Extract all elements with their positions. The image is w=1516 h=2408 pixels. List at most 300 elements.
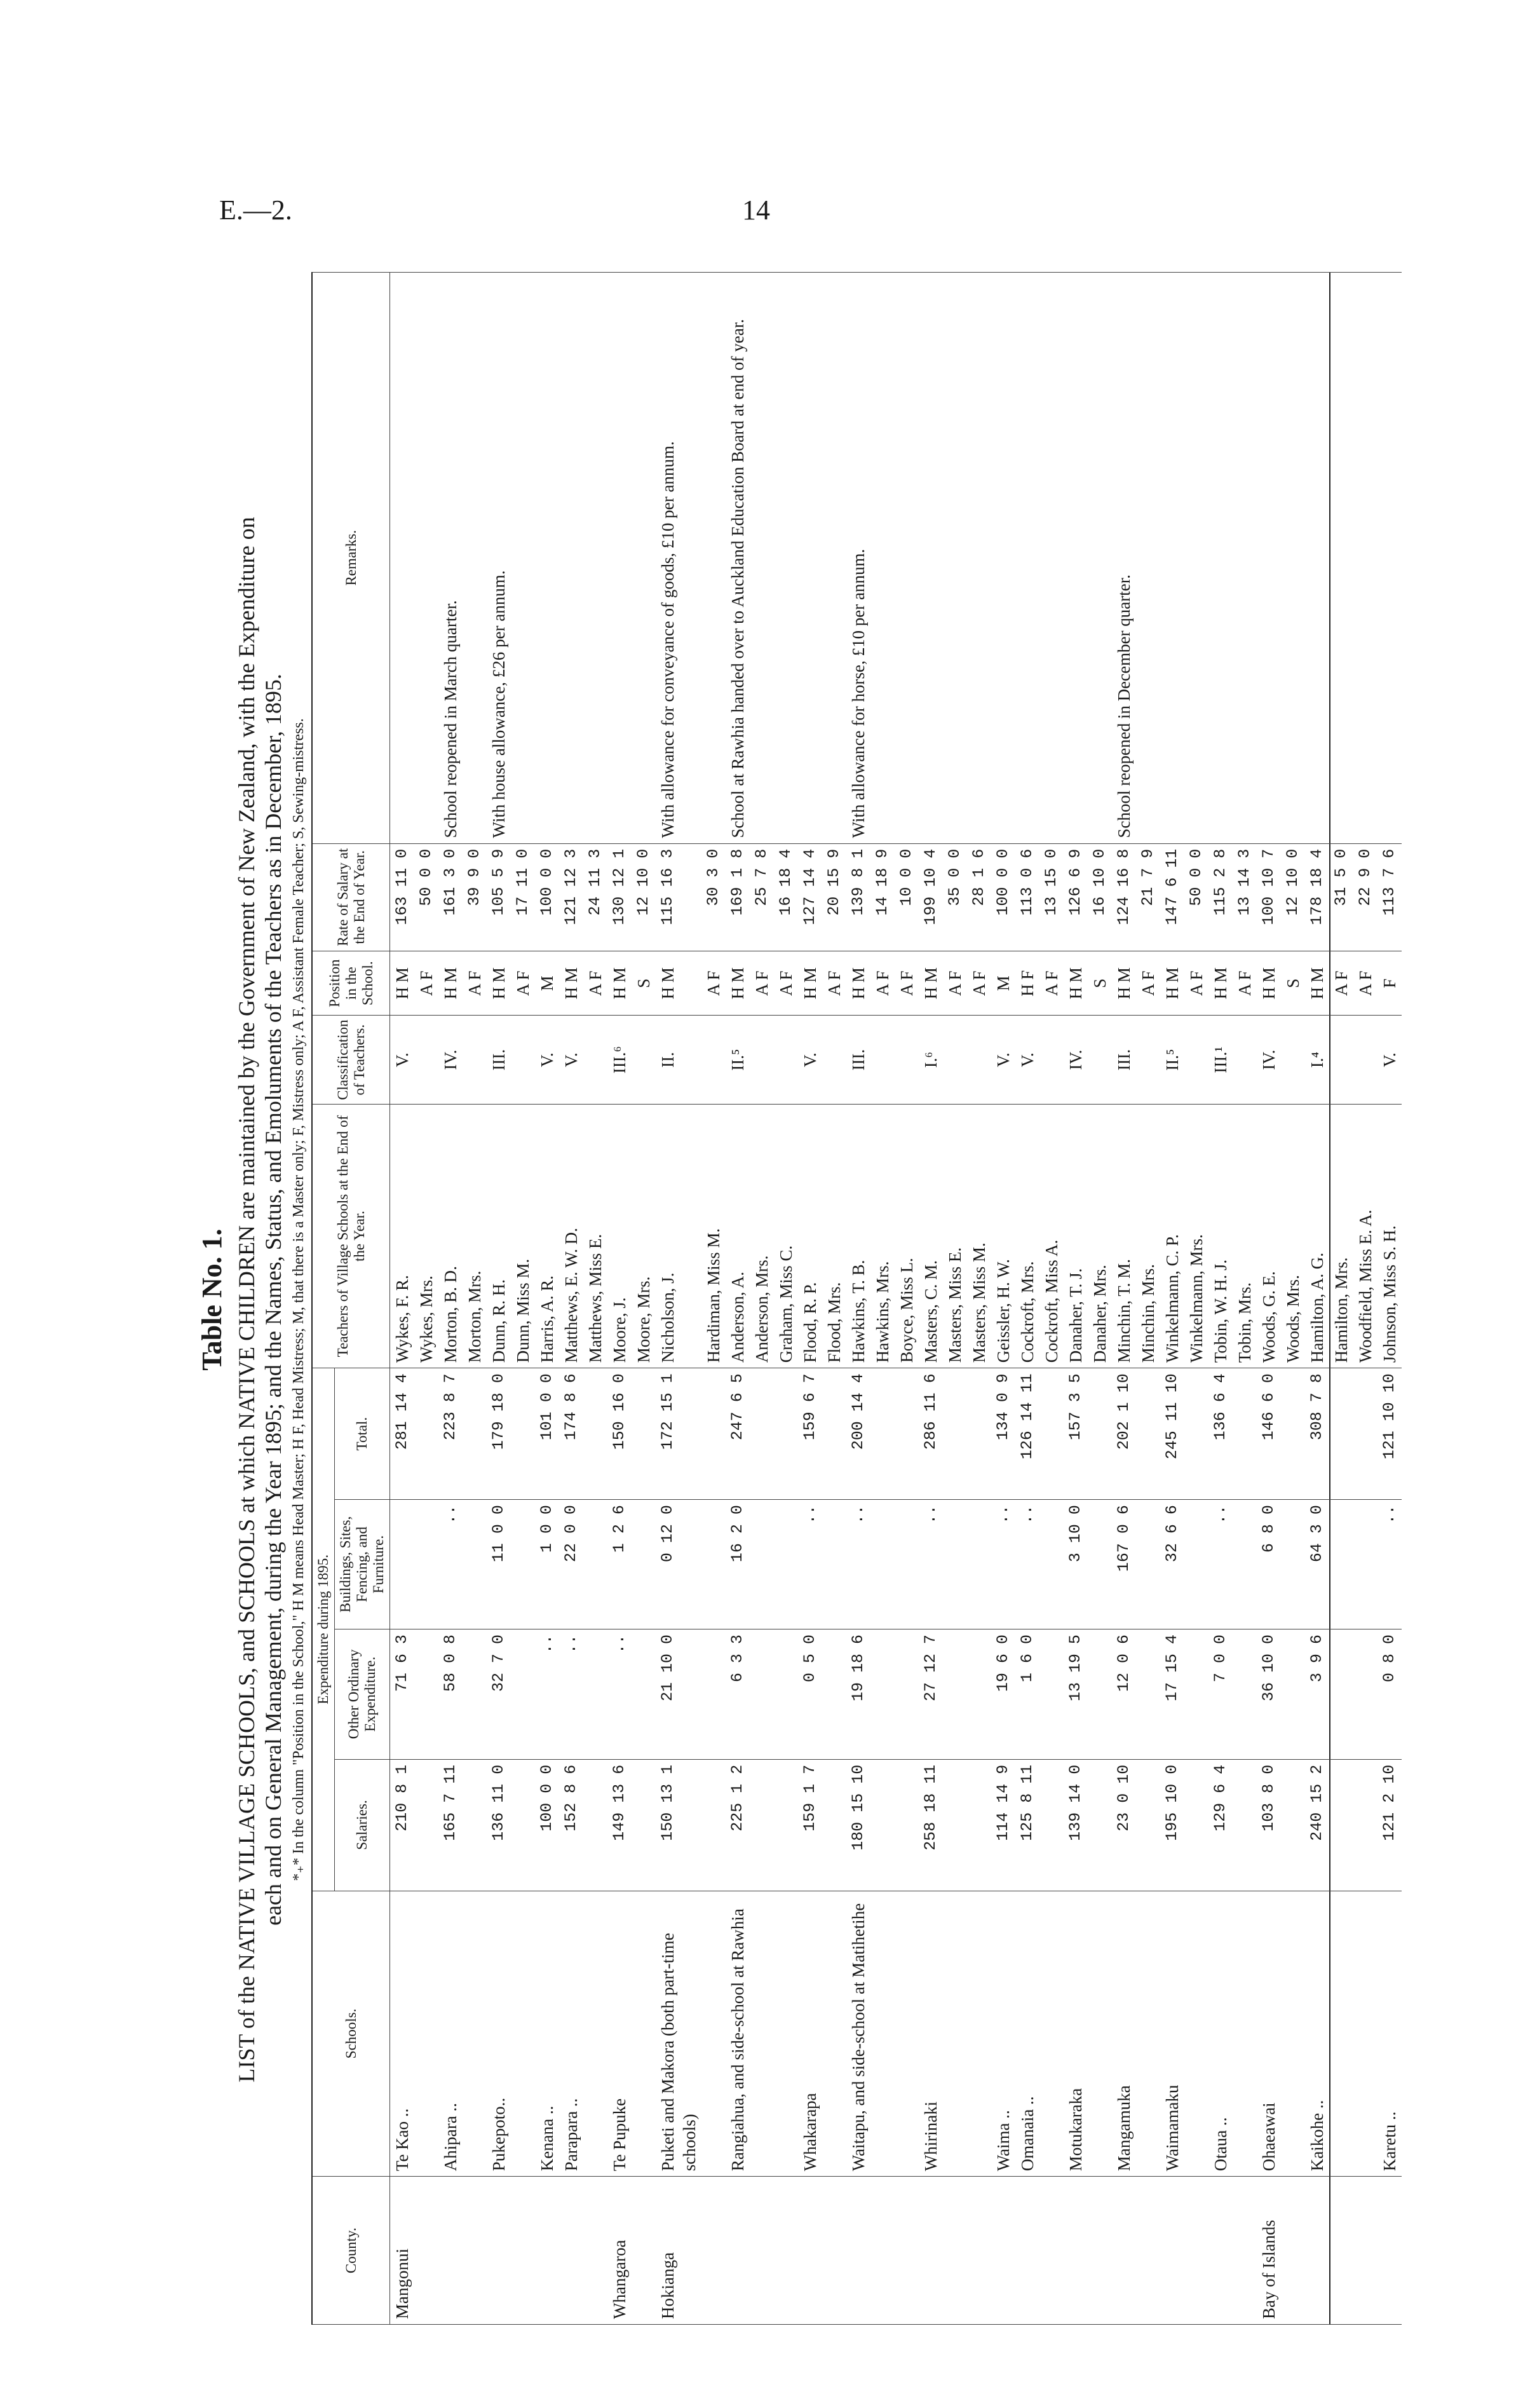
page-number: 14 bbox=[742, 194, 770, 226]
county-cell bbox=[463, 2177, 487, 2325]
school-cell bbox=[414, 1891, 438, 2177]
remarks-cell bbox=[1329, 273, 1353, 844]
teacher-cell: Morton, B. D. bbox=[438, 1104, 463, 1368]
position-cell: A F bbox=[895, 951, 919, 1016]
classification-cell: III.⁶ bbox=[607, 1016, 632, 1104]
other-expenditure-cell bbox=[701, 1629, 726, 1759]
other-expenditure-cell bbox=[1039, 1629, 1064, 1759]
teacher-cell: Woods, G. E. bbox=[1257, 1104, 1281, 1368]
salaries-cell bbox=[701, 1759, 726, 1891]
col-position: Position in the School. bbox=[313, 951, 390, 1016]
position-cell: A F bbox=[822, 951, 846, 1016]
school-cell: Rangiahua, and side-school at Rawhia bbox=[726, 1891, 750, 2177]
table-row bbox=[1039, 273, 1064, 2325]
buildings-cell bbox=[1039, 1500, 1064, 1629]
county-cell bbox=[1233, 2177, 1257, 2325]
teacher-cell: Geissler, H. W. bbox=[991, 1104, 1015, 1368]
salaries-cell bbox=[463, 1759, 487, 1891]
position-cell: H F bbox=[1015, 951, 1039, 1016]
other-expenditure-cell bbox=[967, 1629, 991, 1759]
classification-cell: V. bbox=[535, 1016, 559, 1104]
table-row bbox=[774, 273, 798, 2325]
teacher-cell: Hawkins, T. B. bbox=[846, 1104, 870, 1368]
total-cell: 286 11 6 bbox=[919, 1368, 943, 1500]
county-cell: Bay of Islands bbox=[1257, 2177, 1281, 2325]
rate-cell: 127 14 4 bbox=[798, 843, 822, 951]
school-cell bbox=[774, 1891, 798, 2177]
other-expenditure-cell: 12 0 6 bbox=[1112, 1629, 1136, 1759]
teacher-cell: Hamilton, Mrs. bbox=[1329, 1104, 1353, 1368]
total-cell bbox=[870, 1368, 895, 1500]
position-abbreviation-note: *₊* In the column "Position in the School," H M means Head Master; H F, Head Mistress; M, that there is a Master only; F, Mistress only; A F, Assistant Female Teacher; S, Sewing-mistress. bbox=[290, 718, 307, 1881]
buildings-cell bbox=[1233, 1500, 1257, 1629]
total-cell bbox=[1136, 1368, 1160, 1500]
rate-cell: 178 18 4 bbox=[1305, 843, 1329, 951]
table-body bbox=[390, 273, 1402, 2325]
county-cell bbox=[1039, 2177, 1064, 2325]
position-cell: H M bbox=[438, 951, 463, 1016]
salaries-cell bbox=[750, 1759, 774, 1891]
salaries-cell: 240 15 2 bbox=[1305, 1759, 1329, 1891]
school-cell: Otaua .. bbox=[1208, 1891, 1233, 2177]
position-cell: M bbox=[535, 951, 559, 1016]
other-expenditure-cell bbox=[632, 1629, 656, 1759]
teacher-cell: Winkelmann, C. P. bbox=[1160, 1104, 1184, 1368]
position-cell: S bbox=[1281, 951, 1305, 1016]
col-buildings: Buildings, Sites, Fencing, and Furniture. bbox=[335, 1500, 390, 1629]
remarks-cell bbox=[1136, 273, 1160, 844]
buildings-cell: .. bbox=[1208, 1500, 1233, 1629]
county-cell bbox=[943, 2177, 967, 2325]
buildings-cell: 22 0 0 bbox=[559, 1500, 583, 1629]
county-cell bbox=[798, 2177, 822, 2325]
other-expenditure-cell bbox=[1233, 1629, 1257, 1759]
position-cell: H M bbox=[559, 951, 583, 1016]
table-row bbox=[463, 273, 487, 2325]
other-expenditure-cell: 58 0 8 bbox=[438, 1629, 463, 1759]
classification-cell bbox=[967, 1016, 991, 1104]
total-cell: 150 16 0 bbox=[607, 1368, 632, 1500]
teacher-cell: Hardiman, Miss M. bbox=[701, 1104, 726, 1368]
classification-cell bbox=[414, 1016, 438, 1104]
county-cell bbox=[487, 2177, 511, 2325]
col-teachers: Teachers of Village Schools at the End of the Year. bbox=[313, 1104, 390, 1368]
other-expenditure-cell: .. bbox=[535, 1629, 559, 1759]
county-cell bbox=[991, 2177, 1015, 2325]
classification-cell bbox=[1039, 1016, 1064, 1104]
total-cell bbox=[701, 1368, 726, 1500]
buildings-cell bbox=[822, 1500, 846, 1629]
county-cell bbox=[535, 2177, 559, 2325]
remarks-cell bbox=[559, 273, 583, 844]
teacher-cell: Wykes, F. R. bbox=[390, 1104, 415, 1368]
other-expenditure-cell bbox=[1281, 1629, 1305, 1759]
county-cell bbox=[919, 2177, 943, 2325]
county-cell bbox=[701, 2177, 726, 2325]
col-county: County. bbox=[313, 2177, 390, 2325]
position-cell: H M bbox=[656, 951, 701, 1016]
school-cell: Pukepoto.. bbox=[487, 1891, 511, 2177]
position-cell: A F bbox=[1353, 951, 1377, 1016]
county-cell bbox=[414, 2177, 438, 2325]
remarks-cell bbox=[1233, 273, 1257, 844]
other-expenditure-cell bbox=[414, 1629, 438, 1759]
total-cell: 101 0 0 bbox=[535, 1368, 559, 1500]
buildings-cell bbox=[583, 1500, 607, 1629]
total-cell bbox=[1329, 1368, 1353, 1500]
salaries-cell: 225 1 2 bbox=[726, 1759, 750, 1891]
table-row bbox=[511, 273, 535, 2325]
remarks-cell bbox=[535, 273, 559, 844]
position-cell: S bbox=[632, 951, 656, 1016]
table-row bbox=[1329, 273, 1353, 2325]
salaries-cell: 103 8 0 bbox=[1257, 1759, 1281, 1891]
remarks-cell bbox=[583, 273, 607, 844]
school-cell bbox=[1136, 1891, 1160, 2177]
table-row bbox=[414, 273, 438, 2325]
position-cell: A F bbox=[511, 951, 535, 1016]
teacher-cell: Hawkins, Mrs. bbox=[870, 1104, 895, 1368]
buildings-cell bbox=[463, 1500, 487, 1629]
classification-cell: III. bbox=[846, 1016, 870, 1104]
other-expenditure-cell bbox=[895, 1629, 919, 1759]
other-expenditure-cell: 0 8 0 bbox=[1377, 1629, 1402, 1759]
table-row bbox=[991, 273, 1015, 2325]
buildings-cell bbox=[967, 1500, 991, 1629]
classification-cell bbox=[1088, 1016, 1112, 1104]
remarks-cell: With allowance for conveyance of goods, £10 per annum. bbox=[656, 273, 701, 844]
total-cell: 157 3 5 bbox=[1064, 1368, 1088, 1500]
salaries-cell: 114 14 9 bbox=[991, 1759, 1015, 1891]
rate-cell: 13 15 0 bbox=[1039, 843, 1064, 951]
school-cell: Kenana .. bbox=[535, 1891, 559, 2177]
table-row bbox=[1353, 273, 1377, 2325]
total-cell bbox=[583, 1368, 607, 1500]
teacher-cell: Dunn, Miss M. bbox=[511, 1104, 535, 1368]
table-row bbox=[607, 273, 632, 2325]
county-cell bbox=[1112, 2177, 1136, 2325]
county-cell bbox=[1184, 2177, 1208, 2325]
county-cell bbox=[1064, 2177, 1088, 2325]
total-cell bbox=[895, 1368, 919, 1500]
remarks-cell: School at Rawhia handed over to Auckland Education Board at end of year. bbox=[726, 273, 750, 844]
rate-cell: 161 3 0 bbox=[438, 843, 463, 951]
county-cell: Whangaroa bbox=[607, 2177, 632, 2325]
total-cell: 308 7 8 bbox=[1305, 1368, 1329, 1500]
salaries-cell bbox=[414, 1759, 438, 1891]
position-cell: H M bbox=[1208, 951, 1233, 1016]
classification-cell: III.¹ bbox=[1208, 1016, 1233, 1104]
total-cell: 146 6 0 bbox=[1257, 1368, 1281, 1500]
school-cell bbox=[1353, 1891, 1377, 2177]
buildings-cell bbox=[1353, 1500, 1377, 1629]
position-cell: H M bbox=[846, 951, 870, 1016]
salaries-cell bbox=[1184, 1759, 1208, 1891]
county-cell bbox=[1136, 2177, 1160, 2325]
salaries-cell bbox=[870, 1759, 895, 1891]
school-cell: Ahipara .. bbox=[438, 1891, 463, 2177]
school-cell: Waima .. bbox=[991, 1891, 1015, 2177]
buildings-cell: .. bbox=[919, 1500, 943, 1629]
other-expenditure-cell bbox=[822, 1629, 846, 1759]
salaries-cell: 195 10 0 bbox=[1160, 1759, 1184, 1891]
buildings-cell: .. bbox=[1377, 1500, 1402, 1629]
school-cell bbox=[701, 1891, 726, 2177]
total-cell: 223 8 7 bbox=[438, 1368, 463, 1500]
school-cell: Te Pupuke bbox=[607, 1891, 632, 2177]
school-cell bbox=[822, 1891, 846, 2177]
position-cell: A F bbox=[1329, 951, 1353, 1016]
county-cell bbox=[895, 2177, 919, 2325]
teacher-cell: Masters, C. M. bbox=[919, 1104, 943, 1368]
table-row bbox=[967, 273, 991, 2325]
other-expenditure-cell: 21 10 0 bbox=[656, 1629, 701, 1759]
teacher-cell: Hamilton, A. G. bbox=[1305, 1104, 1329, 1368]
salaries-cell: 258 18 11 bbox=[919, 1759, 943, 1891]
position-cell: S bbox=[1088, 951, 1112, 1016]
table-row bbox=[559, 273, 583, 2325]
other-expenditure-cell: 6 3 3 bbox=[726, 1629, 750, 1759]
table-row bbox=[1064, 273, 1088, 2325]
table-row bbox=[1233, 273, 1257, 2325]
salaries-cell bbox=[632, 1759, 656, 1891]
classification-cell: V. bbox=[559, 1016, 583, 1104]
rate-cell: 115 2 8 bbox=[1208, 843, 1233, 951]
remarks-cell: School reopened in December quarter. bbox=[1112, 273, 1136, 844]
teacher-cell: Dunn, R. H. bbox=[487, 1104, 511, 1368]
school-cell: Mangamuka bbox=[1112, 1891, 1136, 2177]
total-cell: 202 1 10 bbox=[1112, 1368, 1136, 1500]
buildings-cell: .. bbox=[991, 1500, 1015, 1629]
salaries-cell bbox=[943, 1759, 967, 1891]
salaries-cell bbox=[1088, 1759, 1112, 1891]
classification-cell: I.⁴ bbox=[1305, 1016, 1329, 1104]
other-expenditure-cell: 7 0 0 bbox=[1208, 1629, 1233, 1759]
county-cell bbox=[1377, 2177, 1402, 2325]
buildings-cell bbox=[1088, 1500, 1112, 1629]
classification-cell bbox=[463, 1016, 487, 1104]
salaries-cell bbox=[1281, 1759, 1305, 1891]
remarks-cell bbox=[632, 273, 656, 844]
buildings-cell: 1 0 0 bbox=[535, 1500, 559, 1629]
classification-cell bbox=[1353, 1016, 1377, 1104]
other-expenditure-cell bbox=[1353, 1629, 1377, 1759]
classification-cell bbox=[511, 1016, 535, 1104]
school-cell: Omanaia .. bbox=[1015, 1891, 1039, 2177]
remarks-cell bbox=[390, 273, 415, 844]
remarks-cell bbox=[701, 273, 726, 844]
classification-cell: V. bbox=[991, 1016, 1015, 1104]
table-row bbox=[798, 273, 822, 2325]
school-cell: Ohaeawai bbox=[1257, 1891, 1281, 2177]
table-row bbox=[390, 273, 415, 2325]
teacher-cell: Matthews, Miss E. bbox=[583, 1104, 607, 1368]
col-other-expenditure: Other Ordinary Expenditure. bbox=[335, 1629, 390, 1759]
buildings-cell bbox=[632, 1500, 656, 1629]
other-expenditure-cell: 19 6 0 bbox=[991, 1629, 1015, 1759]
buildings-cell bbox=[1136, 1500, 1160, 1629]
classification-cell: IV. bbox=[438, 1016, 463, 1104]
table-row bbox=[750, 273, 774, 2325]
other-expenditure-cell: .. bbox=[607, 1629, 632, 1759]
school-cell bbox=[1329, 1891, 1353, 2177]
classification-cell: III. bbox=[487, 1016, 511, 1104]
rate-cell: 13 14 3 bbox=[1233, 843, 1257, 951]
school-cell: Waimamaku bbox=[1160, 1891, 1184, 2177]
buildings-cell bbox=[414, 1500, 438, 1629]
other-expenditure-cell: 36 10 0 bbox=[1257, 1629, 1281, 1759]
rate-cell: 115 16 3 bbox=[656, 843, 701, 951]
other-expenditure-cell bbox=[1184, 1629, 1208, 1759]
county-cell bbox=[1160, 2177, 1184, 2325]
table-row bbox=[1377, 273, 1402, 2325]
remarks-cell: School reopened in March quarter. bbox=[438, 273, 463, 844]
total-cell bbox=[750, 1368, 774, 1500]
position-cell: H M bbox=[1112, 951, 1136, 1016]
county-cell bbox=[583, 2177, 607, 2325]
teacher-cell: Boyce, Miss L. bbox=[895, 1104, 919, 1368]
total-cell bbox=[511, 1368, 535, 1500]
position-cell: A F bbox=[1233, 951, 1257, 1016]
county-cell bbox=[1015, 2177, 1039, 2325]
salaries-cell: 129 6 4 bbox=[1208, 1759, 1233, 1891]
rate-cell: 100 0 0 bbox=[535, 843, 559, 951]
salaries-cell: 152 8 6 bbox=[559, 1759, 583, 1891]
buildings-cell: .. bbox=[438, 1500, 463, 1629]
buildings-cell: 32 6 6 bbox=[1160, 1500, 1184, 1629]
remarks-cell bbox=[774, 273, 798, 844]
salaries-cell bbox=[822, 1759, 846, 1891]
rate-cell: 10 0 0 bbox=[895, 843, 919, 951]
table-row bbox=[701, 273, 726, 2325]
remarks-cell bbox=[750, 273, 774, 844]
teacher-cell: Tobin, Mrs. bbox=[1233, 1104, 1257, 1368]
salaries-cell bbox=[895, 1759, 919, 1891]
buildings-cell bbox=[390, 1500, 415, 1629]
classification-cell: V. bbox=[1015, 1016, 1039, 1104]
salaries-cell: 149 13 6 bbox=[607, 1759, 632, 1891]
remarks-cell bbox=[607, 273, 632, 844]
rate-cell: 20 15 9 bbox=[822, 843, 846, 951]
total-cell: 174 8 6 bbox=[559, 1368, 583, 1500]
table-row bbox=[632, 273, 656, 2325]
teacher-cell: Minchin, T. M. bbox=[1112, 1104, 1136, 1368]
school-cell: Kaikohe .. bbox=[1305, 1891, 1329, 2177]
buildings-cell: 0 12 0 bbox=[656, 1500, 701, 1629]
classification-cell: IV. bbox=[1064, 1016, 1088, 1104]
rate-cell: 24 11 3 bbox=[583, 843, 607, 951]
salaries-cell: 180 15 10 bbox=[846, 1759, 870, 1891]
school-cell bbox=[583, 1891, 607, 2177]
position-cell: H M bbox=[726, 951, 750, 1016]
total-cell: 245 11 10 bbox=[1160, 1368, 1184, 1500]
classification-cell bbox=[632, 1016, 656, 1104]
school-cell bbox=[1281, 1891, 1305, 2177]
total-cell: 200 14 4 bbox=[846, 1368, 870, 1500]
table-row bbox=[919, 273, 943, 2325]
other-expenditure-cell: 13 19 5 bbox=[1064, 1629, 1088, 1759]
rate-cell: 126 6 9 bbox=[1064, 843, 1088, 951]
salaries-cell: 165 7 11 bbox=[438, 1759, 463, 1891]
teacher-cell: Nicholson, J. bbox=[656, 1104, 701, 1368]
classification-cell: V. bbox=[390, 1016, 415, 1104]
remarks-cell bbox=[991, 273, 1015, 844]
county-cell bbox=[559, 2177, 583, 2325]
teacher-cell: Flood, R. P. bbox=[798, 1104, 822, 1368]
county-cell: Mangonui bbox=[390, 2177, 415, 2325]
col-remarks: Remarks. bbox=[313, 273, 390, 844]
classification-cell: IV. bbox=[1257, 1016, 1281, 1104]
buildings-cell: 11 0 0 bbox=[487, 1500, 511, 1629]
total-cell bbox=[774, 1368, 798, 1500]
other-expenditure-cell bbox=[774, 1629, 798, 1759]
classification-cell bbox=[895, 1016, 919, 1104]
remarks-cell bbox=[895, 273, 919, 844]
teacher-cell: Danaher, T. J. bbox=[1064, 1104, 1088, 1368]
salaries-cell: 125 8 11 bbox=[1015, 1759, 1039, 1891]
rate-cell: 50 0 0 bbox=[414, 843, 438, 951]
classification-cell bbox=[1281, 1016, 1305, 1104]
buildings-cell bbox=[774, 1500, 798, 1629]
school-cell bbox=[895, 1891, 919, 2177]
table-row bbox=[870, 273, 895, 2325]
teacher-cell: Matthews, E. W. D. bbox=[559, 1104, 583, 1368]
teacher-cell: Cockroft, Mrs. bbox=[1015, 1104, 1039, 1368]
rate-cell: 17 11 0 bbox=[511, 843, 535, 951]
rate-cell: 105 5 9 bbox=[487, 843, 511, 951]
school-cell: Karetu .. bbox=[1377, 1891, 1402, 2177]
classification-cell bbox=[701, 1016, 726, 1104]
table-row bbox=[822, 273, 846, 2325]
position-cell: F bbox=[1377, 951, 1402, 1016]
col-expenditure-group: Expenditure during 1895. bbox=[313, 1368, 335, 1891]
position-cell: H M bbox=[487, 951, 511, 1016]
classification-cell bbox=[1233, 1016, 1257, 1104]
table-title: Table No. 1. bbox=[196, 1228, 227, 1371]
salaries-cell bbox=[1329, 1759, 1353, 1891]
rate-cell: 30 3 0 bbox=[701, 843, 726, 951]
salaries-cell: 159 1 7 bbox=[798, 1759, 822, 1891]
classification-cell bbox=[1184, 1016, 1208, 1104]
other-expenditure-cell: 0 5 0 bbox=[798, 1629, 822, 1759]
county-cell bbox=[1305, 2177, 1329, 2325]
teacher-cell: Masters, Miss E. bbox=[943, 1104, 967, 1368]
total-cell: 126 14 11 bbox=[1015, 1368, 1039, 1500]
rate-cell: 199 10 4 bbox=[919, 843, 943, 951]
teacher-cell: Graham, Miss C. bbox=[774, 1104, 798, 1368]
total-cell bbox=[632, 1368, 656, 1500]
teacher-cell: Minchin, Mrs. bbox=[1136, 1104, 1160, 1368]
school-cell bbox=[463, 1891, 487, 2177]
rate-cell: 14 18 9 bbox=[870, 843, 895, 951]
buildings-cell: 16 2 0 bbox=[726, 1500, 750, 1629]
remarks-cell bbox=[1281, 273, 1305, 844]
school-cell bbox=[1039, 1891, 1064, 2177]
other-expenditure-cell: 27 12 7 bbox=[919, 1629, 943, 1759]
position-cell: A F bbox=[967, 951, 991, 1016]
classification-cell bbox=[870, 1016, 895, 1104]
other-expenditure-cell: 1 6 0 bbox=[1015, 1629, 1039, 1759]
remarks-cell bbox=[414, 273, 438, 844]
salaries-cell: 136 11 0 bbox=[487, 1759, 511, 1891]
buildings-cell bbox=[895, 1500, 919, 1629]
buildings-cell bbox=[511, 1500, 535, 1629]
buildings-cell: 64 3 0 bbox=[1305, 1500, 1329, 1629]
remarks-cell bbox=[1208, 273, 1233, 844]
other-expenditure-cell bbox=[943, 1629, 967, 1759]
salaries-cell: 139 14 0 bbox=[1064, 1759, 1088, 1891]
county-cell bbox=[846, 2177, 870, 2325]
